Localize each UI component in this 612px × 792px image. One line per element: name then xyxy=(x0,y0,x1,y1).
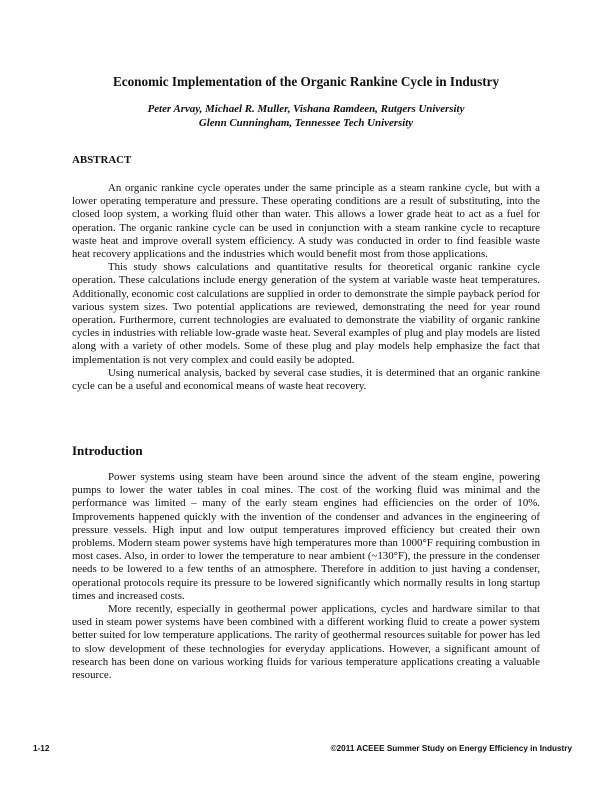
author-line: Glenn Cunningham, Tennessee Tech University xyxy=(198,116,414,129)
footer-copyright: ©2011 ACEEE Summer Study on Energy Efficiency in Industry xyxy=(330,744,572,753)
paper-title: Economic Implementation of the Organic Rankine Cycle in Industry xyxy=(112,74,500,89)
abstract-paragraph: This study shows calculations and quantitative results for theoretical organic rankine cycle operation. These calculations include energy generation of the system at variable waste heat temperatures. Additionally, economic cost calculations are supplied in order to demonstrate the simple payback period for various system sizes. Two potential applications are reviewed, demonstrating the need for year round operation. Furthermore, current technologies are evaluated to demonstrate the viability of organic rankine cycles in industries with reliable low-grade waste heat. Several examples of plug and play models are listed along with a variety of other models. Some of these plug and play models help emphasize the fact that implementation is not very complex and could easily be adopted. xyxy=(72,261,540,366)
introduction-paragraph: Power systems using steam have been around since the advent of the steam engine, powering pumps to lower the water tables in coal mines. The cost of the working fluid was minimal and the performance was limited – many of the early steam engines had efficiencies on the order of 10%. Improvements happened quickly with the invention of the condenser and advances in the engineering of pressure vessels. High input and low output temperatures improved efficiency but created their own problems. Modern steam power systems have high temperatures more than 1000°F requiring combustion in most cases. Also, in order to lower the temperature to near ambient (~130°F), the pressure in the condenser needs to be lowered to a few tenths of an atmosphere. Therefore in addition to just having a condenser, operational protocols require its pressure to be lowered significantly which normally results in long startup times and increased costs. xyxy=(72,471,540,602)
abstract-heading: ABSTRACT xyxy=(72,154,132,166)
abstract-body xyxy=(72,182,540,393)
abstract-paragraph: Using numerical analysis, backed by several case studies, it is determined that an organic rankine cycle can be a useful and economical means of waste heat recovery. xyxy=(72,366,540,393)
author-line: Peter Arvay, Michael R. Muller, Vishana Ramdeen, Rutgers University xyxy=(147,103,465,115)
introduction-paragraph: More recently, especially in geothermal power applications, cycles and hardware similar to that used in steam power systems have been combined with a different working fluid to create a power system better suited for low temperature applications. The rarity of geothermal resources suitable for power has led to slow development of these technologies for everyday applications. However, a significant amount of research has been done on various working fluids for various temperature applications creating a valuable resource. xyxy=(72,603,540,682)
page-number: 1-12 xyxy=(33,744,50,753)
author-block xyxy=(0,103,612,131)
introduction-heading: Introduction xyxy=(72,443,143,458)
introduction-body xyxy=(72,471,540,682)
abstract-paragraph: An organic rankine cycle operates under the same principle as a steam rankine cycle, but with a lower operating temperature and pressure. These operating conditions are a result of substituting, into the closed loop system, a working fluid other than water. This allows a lower grade heat to act as a fuel for operation. The organic rankine cycle can be used in conjunction with a steam rankine cycle to recapture waste heat and improve overall system efficiency. A study was conducted in order to find feasible waste heat recovery applications and the industries which would benefit most from those applications. xyxy=(72,182,540,261)
